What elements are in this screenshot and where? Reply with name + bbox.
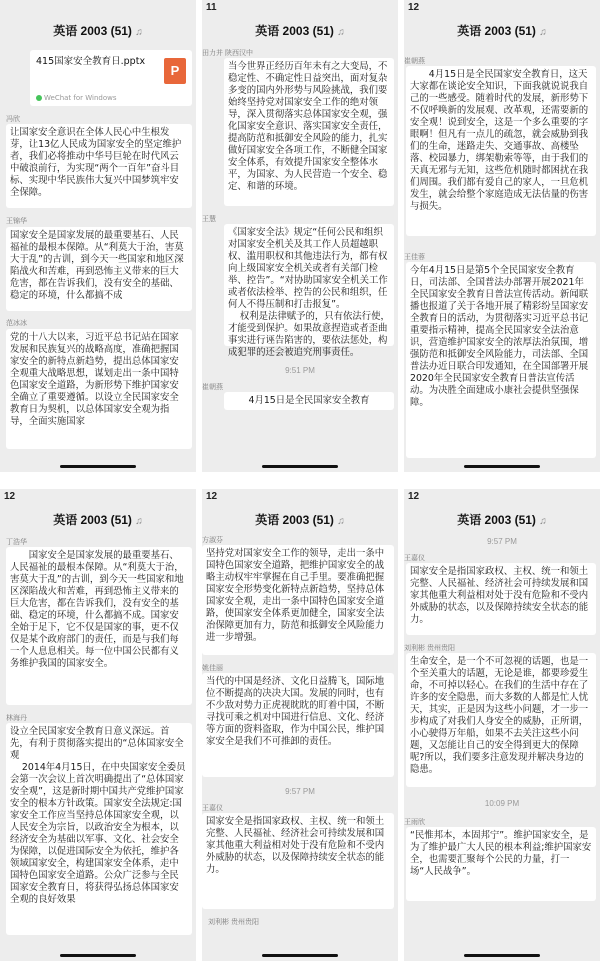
timestamp: 10:09 PM <box>484 799 520 808</box>
sender-name: 崔朝燕 <box>404 58 425 65</box>
sender-name: 林海丹 <box>6 715 27 722</box>
sender-name: 刘利彬 贵州贵阳 <box>404 645 455 652</box>
mute-icon: ♫ <box>539 516 547 527</box>
sender-name: 王佳蓉 <box>404 254 425 261</box>
mute-icon: ♫ <box>135 27 143 38</box>
message-bubble[interactable]: 坚持党对国家安全工作的领导，走出一条中国特色国家安全道路，把维护国家安全的战略主动权牢牢掌握在自己手里。要准确把握国家安全形势变化新特点新趋势，坚持总体国家安全观，走出一条中国特色国家安全道路，使国家安全体系更加健全，国家安全法治保障更加有力，防范和抵御安全风险能力进一步增强。 <box>202 545 394 655</box>
message-bubble[interactable]: 国家安全是指国家政权、主权、统一和领土完整、人民福祉、经济社会可持续发展和国家其他重大利益相对处于没有危险和不受内外威胁的状态，以及保障持续安全状态的能力。 <box>202 813 394 909</box>
pptx-file-icon: P <box>164 58 186 84</box>
sender-name: 冯欣 <box>6 116 20 123</box>
sender-name: 王慧 <box>202 216 216 223</box>
wechat-icon <box>36 95 42 101</box>
timestamp: 9:57 PM <box>487 537 517 546</box>
message-bubble[interactable]: 今年4月15日是第5个全民国家安全教育日，司法部、全国普法办部署开展2021年全民国家安全教育日普法宣传活动。新闻联播也报道了关于各地开展了精彩纷呈国家安全教育日的活动，为贯彻落实习近平总书记重要指示精神，提高全民国家安全法治意识，营造维护国家安全的浓厚法治氛围，增强防范和抵御安全风险能力，司法部、全国普法办近日联合印发通知，在全国部署开展2020年全民国家安全教育日普法宣传活动。为决胜全面建成小康社会提供坚强保障。 <box>406 262 596 458</box>
chat-title[interactable]: 英语 2003 (51) ♫ <box>255 24 345 38</box>
chat-title[interactable]: 英语 2003 (51) ♫ <box>457 513 547 527</box>
sender-name: 王雨欣 <box>404 819 425 826</box>
message-bubble[interactable]: 国家安全是国家发展的最重要基石、人民福祉的最根本保障。从“利莫大于治，害莫大于乱”的古训，到今天一些国家和地区深陷战火和苦难，再到恐怖主义带来的巨大危害，都在告诉我们，没有安全的基础、稳定的环境，什么都搞不成。国家安全始于足下，它不仅是国家的事，更不仅仅是某个政府部门的责任，而是与我们每一个人息息相关。每一位中国公民都有义务维护我国的国家安全。 <box>6 547 192 705</box>
message-bubble[interactable]: 《国家安全法》规定“任何公民和组织对国家安全机关及其工作人员超越职权、滥用职权和其他违法行为，都有权向上级国家安全机关或者有关部门检举、控告”。“对协助国家安全机关工作或者依法检举、控告的公民和组织，任何人不得压制和打击报复”。 权利是法律赋予的，只有依法行使，才能受到保护。如果故意捏造或者歪曲事实进行诬告陷害的，要依法惩处，构成犯罪的还会被追究刑事责任。 <box>224 224 394 346</box>
timestamp: 9:57 PM <box>285 787 315 796</box>
sender-name: 王嘉仪 <box>202 805 223 812</box>
sender-name: 丁浩华 <box>6 539 27 546</box>
message-bubble[interactable]: 当今世界正经历百年未有之大变局，不稳定性、不确定性日益突出，面对复杂多变的国内外形势与风险挑战，我们要始终坚持党对国家安全工作的绝对领导，深入贯彻落实总体国家安全观，强化国家安全意识、落实国家安全责任，提高防范和抵御安全风险的能力，扎实做好国家安全各项工作，不断健全国家安全体系，有效提升国家安全整体水平，为国家、为人民营造一个安全、稳定、和谐的环境。 <box>224 58 394 206</box>
message-bubble[interactable]: 当代的中国是经济、文化日益腾飞，国际地位不断提高的决决大国。发展的同时，也有不少敌对势力正虎视眈眈的盯着中国，不断寻找可乘之机对中国进行信息、文化、经济等方面的资料盗取，作为中国公民，维护国家安全是我们不可推卸的责任。 <box>202 673 394 777</box>
message-bubble[interactable]: 国家安全是国家发展的最重要基石、人民福祉的最根本保障。从“利莫大于治，害莫大于乱”的古训，到今天一些国家和地区深陷战火和苦难，再到恐怖主义带来的巨大危害，都在告诉我们，没有安全的基础、稳定的环境，什么都搞不成 <box>6 227 192 311</box>
chat-screenshot-4 <box>0 489 196 961</box>
home-indicator <box>464 954 540 957</box>
mute-icon: ♫ <box>539 27 547 38</box>
sender-name: 刘利彬 贵州贵阳 <box>208 919 259 926</box>
message-bubble[interactable]: 4月15日是全民国家安全教育 <box>224 392 394 410</box>
status-time: 12 <box>408 2 420 13</box>
mute-icon: ♫ <box>337 27 345 38</box>
message-bubble[interactable]: 生命安全，是一个不可忽视的话题，也是一个至关重大的话题，无论是谁，都要珍爱生命，不可掉以轻心。在我们的生活中存在了许多的安全隐患，而大多数的人都是忙人忧天，其实，正是因为这些小问题，才一步一步构成了对我们人身安全的威胁，正所谓，小心驶得万年船，如果不去关注这些小问题，又怎能让自己的安全得到更大的保障呢?所以，我们要多注意发现并解决身边的隐患。 <box>406 653 596 787</box>
message-bubble[interactable]: 国家安全是指国家政权、主权、统一和领土完整、人民福祉、经济社会可持续发展和国家其他重大利益相对处于没有危险和不受内外威胁的状态，以及保障持续安全状态的能力。 <box>406 563 596 635</box>
home-indicator <box>262 465 338 468</box>
message-bubble[interactable]: “民惟邦本，本固邦宁”。维护国家安全，是为了维护最广大人民的根本利益;维护国家安全，也需要汇聚每个公民的力量，打一场“人民战争”。 <box>406 827 596 901</box>
status-time: 12 <box>4 491 16 502</box>
chat-screenshot-2 <box>202 0 398 472</box>
file-name: 415国家安全教育日.pptx <box>36 56 146 67</box>
status-time: 11 <box>206 2 217 13</box>
file-source: WeChat for Windows <box>36 94 117 102</box>
home-indicator <box>60 465 136 468</box>
mute-icon: ♫ <box>135 516 143 527</box>
sender-name: 王锦华 <box>6 218 27 225</box>
status-time: 12 <box>408 491 420 502</box>
sender-name: 姚佳丽 <box>202 665 223 672</box>
sender-name: 王嘉仪 <box>404 555 425 562</box>
chat-screenshot-1 <box>0 0 196 472</box>
chat-screenshot-6 <box>404 489 600 961</box>
file-message[interactable] <box>30 50 192 106</box>
chat-title[interactable]: 英语 2003 (51) ♫ <box>53 24 143 38</box>
sender-name: 范冰冰 <box>6 320 27 327</box>
message-bubble[interactable]: 让国家安全意识在全体人民心中生根发芽，让13亿人民成为国家安全的坚定维护者，我们必将推动中华号巨轮在时代风云中破浪前行，为实现“两个一百年”奋斗目标、实现中华民族伟大复兴中国梦筑牢安全保障。 <box>6 124 192 208</box>
sender-name: 田力并 陕西汉中 <box>202 50 253 57</box>
chat-screenshot-5 <box>202 489 398 961</box>
sender-name: 崔朝燕 <box>202 384 223 391</box>
status-time: 12 <box>206 491 218 502</box>
home-indicator <box>60 954 136 957</box>
timestamp: 9:51 PM <box>285 366 315 375</box>
chat-title[interactable]: 英语 2003 (51) ♫ <box>255 513 345 527</box>
home-indicator <box>464 465 540 468</box>
chat-screenshot-3 <box>404 0 600 472</box>
message-bubble[interactable]: 党的十八大以来，习近平总书记站在国家发展和民族复兴的战略高度，准确把握国家安全的新特点新趋势，提出总体国家安全观重大战略思想，谋划走出一条中国特色国家安全道路，为新形势下维护国家安全确立了重要遵循。以设立全民国家安全教育日为契机，以总体国家安全观为指导，全面实施国家 <box>6 329 192 449</box>
chat-title[interactable]: 英语 2003 (51) ♫ <box>457 24 547 38</box>
message-bubble[interactable]: 设立全民国家安全教育日意义深远。首先，有利于贯彻落实提出的“总体国家安全观 2014年4月15日，在中央国家安全委员会第一次会议上首次明确提出了“总体国家安全观”，这是新时期中国共产党维护国家安全的根本方针政策。国家安全法规定:国家安全工作应当坚持总体国家安全观，以人民安全为宗旨，以政治安全为根本，以经济安全为基础以军事、文化、社会安全为保障，以促进国际安全为依托，维护各领域国家安全，构建国家安全体系，走中国特色国家安全道路。公众广泛参与全民国家安全教育日，将获得弘扬总体国家安全观的良好效果 <box>6 723 192 935</box>
sender-name: 方淑芬 <box>202 537 223 544</box>
home-indicator <box>262 954 338 957</box>
chat-title[interactable]: 英语 2003 (51) ♫ <box>53 513 143 527</box>
message-bubble[interactable]: 4月15日是全民国家安全教育日，这天大家都在谈论安全知识，下面我就说说我自己的一些感受。随着时代的发展，新形势下不仅呼唤新的发展观、改革观，还需要新的安全观！说到安全，这是一个多么重要的字眼啊！但凡有一点儿的疏忽，就会威胁到我们的生命，迷路走失、交通事故、高楼坠落、校园暴力，绑架勒索等等，由于我们的天真无邪与无知，这些危机随时都困扰在我们周围。我们都有爱自己的家人，一旦危机发生，就会给整个家庭造成无法估量的伤害与损失。 <box>406 66 596 236</box>
mute-icon: ♫ <box>337 516 345 527</box>
